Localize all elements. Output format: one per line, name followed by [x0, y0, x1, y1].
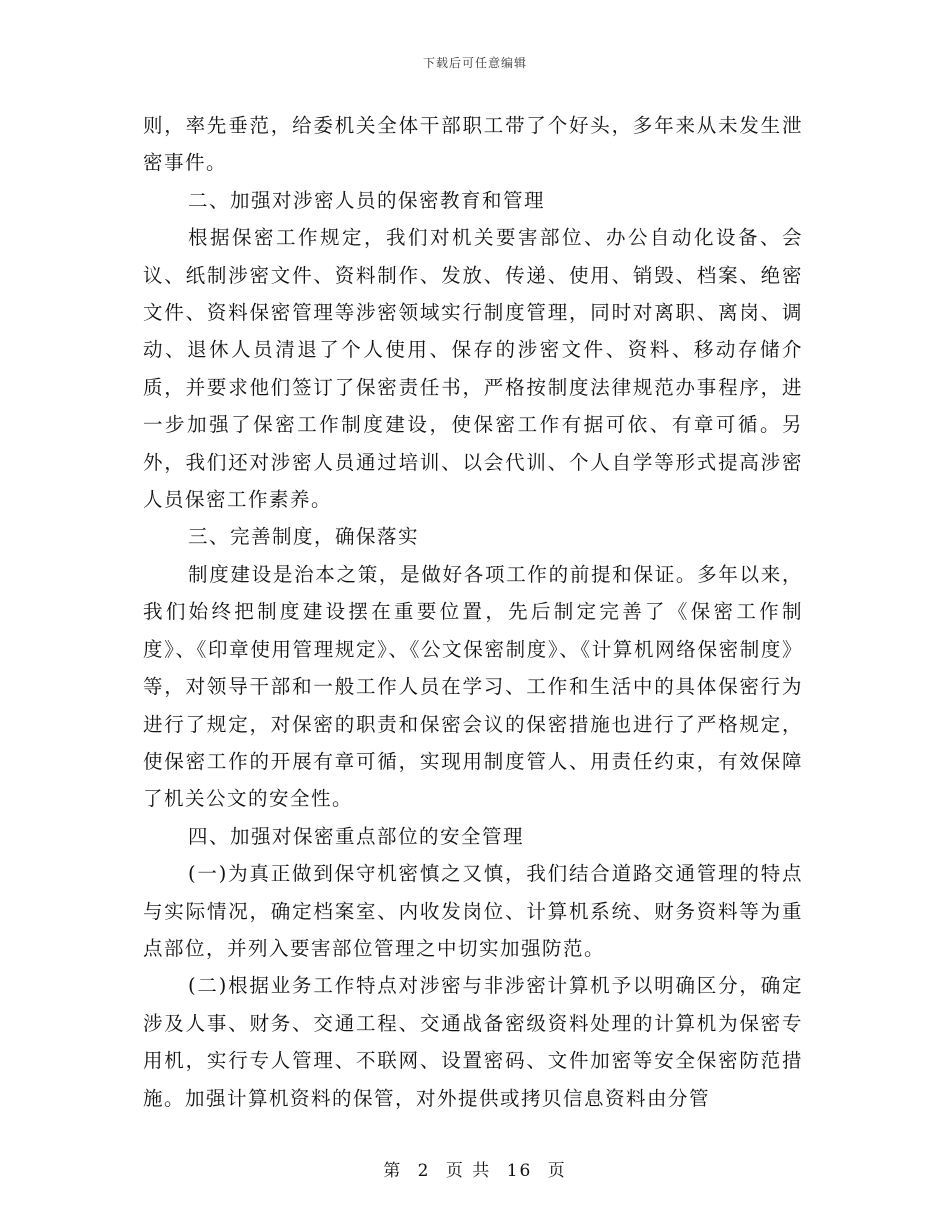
page-total: 16 — [506, 1161, 533, 1181]
paragraph: (一)为真正做到保守机密慎之又慎，我们结合道路交通管理的特点与实际情况，确定档案室、内收发岗位、计算机系统、财务资料等为重点部位，并列入要害部位管理之中切实加强防范。 — [143, 862, 803, 960]
page-number: 2 — [417, 1161, 431, 1181]
footer-middle: 页 共 — [445, 1161, 492, 1181]
section-heading-4: 四、加强对保密重点部位的安全管理 — [188, 824, 525, 848]
document-body — [143, 107, 803, 1117]
paragraph: 根据保密工作规定，我们对机关要害部位、办公自动化设备、会议、纸制涉密文件、资料制作、发放、传递、使用、销毁、档案、绝密文件、资料保密管理等涉密领域实行制度管理，同时对离职、离岗、调动、退休人员清退了个人使用、保存的涉密文件、资料、移动存储介质，并要求他们签订了保密责任书，严格按制度法律规范办事程序，进一步加强了保密工作制度建设，使保密工作有据可依、有章可循。另外，我们还对涉密人员通过培训、以会代训、个人自学等形式提高涉密人员保密工作素养。 — [143, 226, 803, 512]
page-footer — [0, 1156, 950, 1181]
paragraph: 制度建设是治本之策，是做好各项工作的前提和保证。多年以来，我们始终把制度建设摆在重要位置，先后制定完善了《保密工作制度》、《印章使用管理规定》、《公文保密制度》、《计算机网络保密制度》等，对领导干部和一般工作人员在学习、工作和生活中的具体保密行为进行了规定，对保密的职责和保密会议的保密措施也进行了严格规定，使保密工作的开展有章可循，实现用制度管人、用责任约束，有效保障了机关公文的安全性。 — [143, 562, 803, 811]
footer-prefix: 第 — [383, 1161, 403, 1181]
section-heading-2: 二、加强对涉密人员的保密教育和管理 — [188, 188, 546, 212]
paragraph: 则，率先垂范，给委机关全体干部职工带了个好头，多年来从未发生泄密事件。 — [143, 114, 803, 175]
section-heading-3: 三、完善制度，确保落实 — [188, 525, 420, 549]
footer-suffix: 页 — [547, 1161, 567, 1181]
paragraph: (二)根据业务工作特点对涉密与非涉密计算机予以明确区分，确定涉及人事、财务、交通工程、交通战备密级资料处理的计算机为保密专用机，实行专人管理、不联网、设置密码、文件加密等安全保密防范措施。加强计算机资料的保管，对外提供或拷贝信息资料由分管 — [143, 974, 803, 1110]
page-header: 下载后可任意编辑 — [422, 56, 527, 70]
